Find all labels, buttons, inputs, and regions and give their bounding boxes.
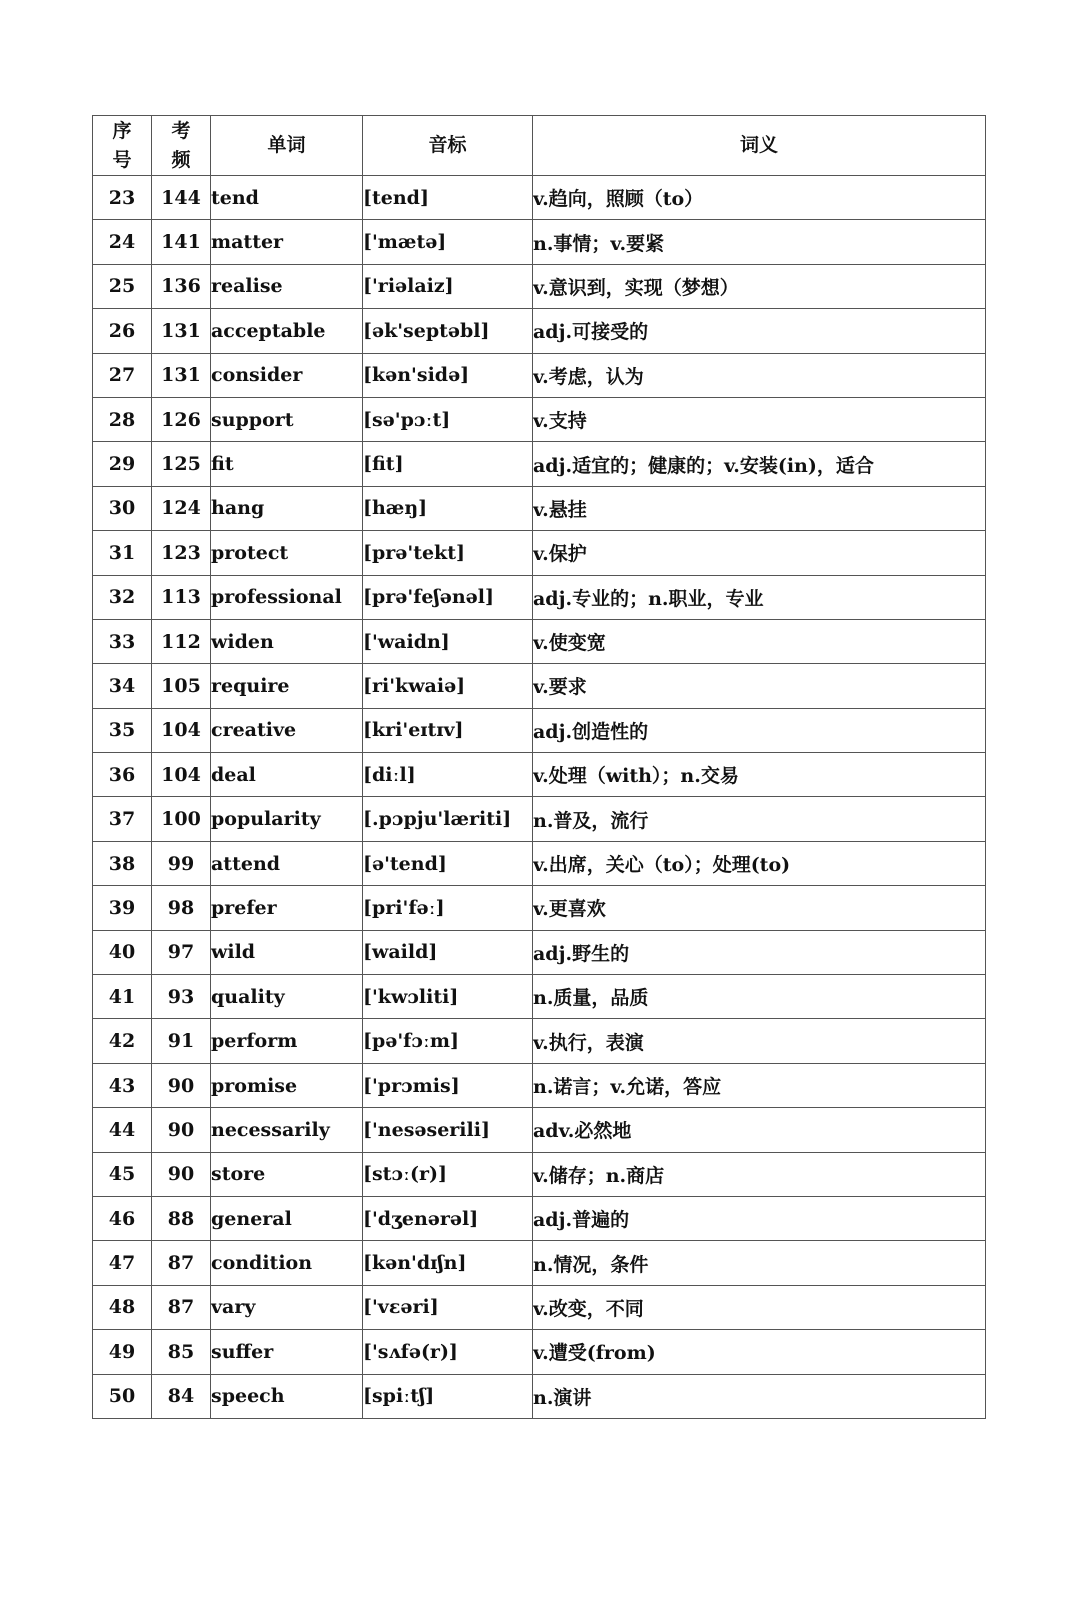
cell-frequency: 85 (152, 1330, 211, 1374)
cell-phonetic: [pə'fɔːm] (363, 1019, 533, 1063)
cell-phonetic: ['prɔmis] (363, 1063, 533, 1107)
cell-phonetic: ['waidn] (363, 619, 533, 663)
cell-number: 50 (93, 1374, 152, 1418)
cell-definition: v.支持 (533, 397, 986, 441)
cell-number: 47 (93, 1241, 152, 1285)
cell-word: protect (211, 531, 363, 575)
table-row (93, 1330, 986, 1374)
cell-frequency: 141 (152, 220, 211, 264)
cell-number: 41 (93, 975, 152, 1019)
cell-phonetic: [kri'eɪtɪv] (363, 708, 533, 752)
cell-frequency: 126 (152, 397, 211, 441)
cell-number: 26 (93, 309, 152, 353)
cell-definition: n.演讲 (533, 1374, 986, 1418)
cell-definition: adj.野生的 (533, 930, 986, 974)
cell-word: creative (211, 708, 363, 752)
cell-phonetic: [diːl] (363, 753, 533, 797)
cell-definition: n.事情；v.要紧 (533, 220, 986, 264)
cell-word: realise (211, 264, 363, 308)
cell-definition: v.储存；n.商店 (533, 1152, 986, 1196)
cell-frequency: 90 (152, 1063, 211, 1107)
cell-word: necessarily (211, 1108, 363, 1152)
cell-number: 25 (93, 264, 152, 308)
cell-definition: v.要求 (533, 664, 986, 708)
cell-word: fit (211, 442, 363, 486)
cell-definition: v.悬挂 (533, 486, 986, 530)
table-row (93, 841, 986, 885)
cell-word: prefer (211, 886, 363, 930)
cell-phonetic: [hæŋ] (363, 486, 533, 530)
table-row (93, 975, 986, 1019)
cell-word: attend (211, 841, 363, 885)
header-frequency-bottom: 频 (171, 148, 191, 171)
cell-definition: v.改变，不同 (533, 1285, 986, 1329)
cell-number: 49 (93, 1330, 152, 1374)
cell-number: 23 (93, 176, 152, 220)
table-row (93, 797, 986, 841)
cell-phonetic: [kən'sidə] (363, 353, 533, 397)
cell-phonetic: [ri'kwaiə] (363, 664, 533, 708)
cell-phonetic: [waild] (363, 930, 533, 974)
cell-word: general (211, 1196, 363, 1240)
table-row (93, 486, 986, 530)
cell-word: require (211, 664, 363, 708)
vocabulary-table (92, 115, 986, 1419)
table-row (93, 930, 986, 974)
cell-number: 29 (93, 442, 152, 486)
cell-word: quality (211, 975, 363, 1019)
cell-definition: v.遭受(from) (533, 1330, 986, 1374)
cell-phonetic: [ə'tend] (363, 841, 533, 885)
cell-frequency: 124 (152, 486, 211, 530)
cell-frequency: 88 (152, 1196, 211, 1240)
table-row (93, 1019, 986, 1063)
cell-phonetic: [ək'septəbl] (363, 309, 533, 353)
cell-number: 33 (93, 619, 152, 663)
cell-phonetic: ['riəlaiz] (363, 264, 533, 308)
table-row (93, 397, 986, 441)
cell-number: 28 (93, 397, 152, 441)
header-number-top: 序 (112, 119, 132, 142)
cell-number: 38 (93, 841, 152, 885)
cell-word: suffer (211, 1330, 363, 1374)
header-number (93, 116, 152, 176)
cell-definition: n.情况，条件 (533, 1241, 986, 1285)
cell-frequency: 144 (152, 176, 211, 220)
table-row (93, 1063, 986, 1107)
cell-definition: adj.普遍的 (533, 1196, 986, 1240)
cell-definition: v.处理（with）；n.交易 (533, 753, 986, 797)
cell-number: 46 (93, 1196, 152, 1240)
cell-definition: adv.必然地 (533, 1108, 986, 1152)
cell-word: professional (211, 575, 363, 619)
table-row (93, 619, 986, 663)
cell-phonetic: [pri'fəː] (363, 886, 533, 930)
cell-definition: v.更喜欢 (533, 886, 986, 930)
cell-frequency: 131 (152, 353, 211, 397)
cell-word: condition (211, 1241, 363, 1285)
cell-number: 37 (93, 797, 152, 841)
cell-definition: adj.创造性的 (533, 708, 986, 752)
cell-number: 34 (93, 664, 152, 708)
cell-phonetic: ['nesəserili] (363, 1108, 533, 1152)
table-row (93, 1374, 986, 1418)
table-header (93, 116, 986, 176)
cell-number: 42 (93, 1019, 152, 1063)
cell-definition: v.趋向，照顾（to） (533, 176, 986, 220)
cell-phonetic: [fit] (363, 442, 533, 486)
cell-number: 31 (93, 531, 152, 575)
table-row (93, 353, 986, 397)
cell-number: 30 (93, 486, 152, 530)
cell-frequency: 99 (152, 841, 211, 885)
table-row (93, 1108, 986, 1152)
cell-word: wild (211, 930, 363, 974)
table-row (93, 886, 986, 930)
header-row (93, 116, 986, 176)
header-word: 单词 (211, 116, 363, 176)
table-row (93, 442, 986, 486)
cell-frequency: 100 (152, 797, 211, 841)
cell-word: store (211, 1152, 363, 1196)
cell-phonetic: [sə'pɔːt] (363, 397, 533, 441)
table-row (93, 220, 986, 264)
cell-frequency: 113 (152, 575, 211, 619)
cell-definition: v.保护 (533, 531, 986, 575)
table-row (93, 753, 986, 797)
cell-frequency: 104 (152, 753, 211, 797)
header-frequency-top: 考 (171, 119, 191, 142)
cell-definition: v.意识到，实现（梦想） (533, 264, 986, 308)
header-frequency (152, 116, 211, 176)
cell-definition: v.执行，表演 (533, 1019, 986, 1063)
cell-frequency: 90 (152, 1108, 211, 1152)
cell-definition: n.诺言；v.允诺，答应 (533, 1063, 986, 1107)
cell-phonetic: [.pɔpju'læriti] (363, 797, 533, 841)
cell-definition: adj.适宜的；健康的；v.安装(in)，适合 (533, 442, 986, 486)
table-row (93, 531, 986, 575)
header-number-bottom: 号 (112, 148, 132, 171)
table-row (93, 309, 986, 353)
cell-definition: v.出席，关心（to）；处理(to) (533, 841, 986, 885)
table-row (93, 708, 986, 752)
cell-word: tend (211, 176, 363, 220)
cell-number: 32 (93, 575, 152, 619)
table-row (93, 1152, 986, 1196)
cell-word: promise (211, 1063, 363, 1107)
table-row (93, 1285, 986, 1329)
cell-frequency: 84 (152, 1374, 211, 1418)
cell-definition: n.普及，流行 (533, 797, 986, 841)
cell-phonetic: [prə'feʃənəl] (363, 575, 533, 619)
cell-frequency: 131 (152, 309, 211, 353)
cell-frequency: 87 (152, 1241, 211, 1285)
cell-frequency: 125 (152, 442, 211, 486)
cell-word: acceptable (211, 309, 363, 353)
cell-word: perform (211, 1019, 363, 1063)
cell-phonetic: [kən'dɪʃn] (363, 1241, 533, 1285)
cell-word: deal (211, 753, 363, 797)
cell-frequency: 112 (152, 619, 211, 663)
cell-word: widen (211, 619, 363, 663)
cell-phonetic: ['dʒenərəl] (363, 1196, 533, 1240)
cell-word: popularity (211, 797, 363, 841)
cell-frequency: 123 (152, 531, 211, 575)
cell-phonetic: ['mætə] (363, 220, 533, 264)
cell-definition: v.使变宽 (533, 619, 986, 663)
cell-frequency: 104 (152, 708, 211, 752)
cell-phonetic: [spiːtʃ] (363, 1374, 533, 1418)
cell-definition: adj.可接受的 (533, 309, 986, 353)
header-definition: 词义 (533, 116, 986, 176)
cell-word: consider (211, 353, 363, 397)
cell-number: 45 (93, 1152, 152, 1196)
cell-number: 43 (93, 1063, 152, 1107)
cell-phonetic: ['vɛəri] (363, 1285, 533, 1329)
table-row (93, 575, 986, 619)
cell-definition: adj.专业的；n.职业，专业 (533, 575, 986, 619)
cell-frequency: 91 (152, 1019, 211, 1063)
cell-phonetic: [stɔː(r)] (363, 1152, 533, 1196)
cell-number: 36 (93, 753, 152, 797)
cell-number: 24 (93, 220, 152, 264)
cell-frequency: 90 (152, 1152, 211, 1196)
cell-number: 27 (93, 353, 152, 397)
cell-frequency: 93 (152, 975, 211, 1019)
cell-number: 44 (93, 1108, 152, 1152)
table-row (93, 1196, 986, 1240)
cell-frequency: 105 (152, 664, 211, 708)
header-phonetic: 音标 (363, 116, 533, 176)
table-body (93, 176, 986, 1419)
table-row (93, 176, 986, 220)
cell-word: vary (211, 1285, 363, 1329)
cell-word: speech (211, 1374, 363, 1418)
cell-frequency: 98 (152, 886, 211, 930)
cell-definition: n.质量，品质 (533, 975, 986, 1019)
cell-frequency: 97 (152, 930, 211, 974)
cell-definition: v.考虑，认为 (533, 353, 986, 397)
cell-word: support (211, 397, 363, 441)
table-row (93, 1241, 986, 1285)
cell-number: 39 (93, 886, 152, 930)
cell-number: 35 (93, 708, 152, 752)
cell-phonetic: [prə'tekt] (363, 531, 533, 575)
cell-phonetic: [tend] (363, 176, 533, 220)
table-row (93, 664, 986, 708)
cell-number: 48 (93, 1285, 152, 1329)
cell-number: 40 (93, 930, 152, 974)
cell-phonetic: ['kwɔliti] (363, 975, 533, 1019)
cell-frequency: 136 (152, 264, 211, 308)
cell-word: hang (211, 486, 363, 530)
cell-frequency: 87 (152, 1285, 211, 1329)
cell-phonetic: ['sʌfə(r)] (363, 1330, 533, 1374)
table-row (93, 264, 986, 308)
cell-word: matter (211, 220, 363, 264)
